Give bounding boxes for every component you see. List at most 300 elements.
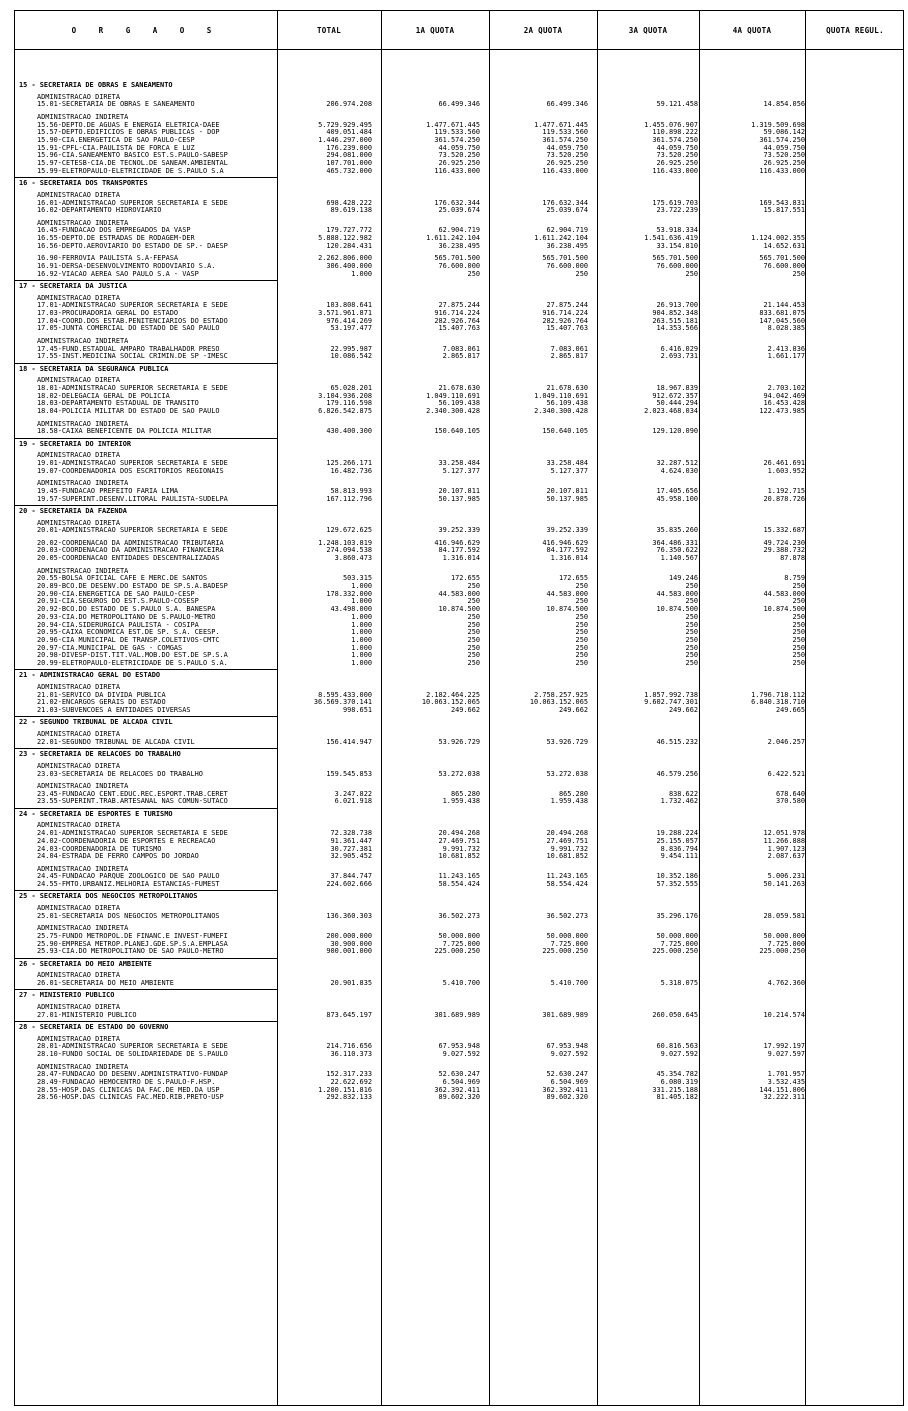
section-row — [15, 960, 905, 968]
total-value: 292.832.133 — [326, 1093, 372, 1102]
total-value: 306.400.000 — [326, 261, 372, 270]
row-label: 20.94-CIA.SIDERURGICA PAULISTA - COSIPA — [37, 620, 199, 629]
section-row — [15, 81, 905, 89]
section-row — [15, 750, 905, 758]
quota-4-value: 73.520.250 — [763, 151, 805, 160]
quota-2-value: 50.000.000 — [546, 931, 588, 940]
row-label: 24.02-COORDENADORIA DE ESPORTES E RECREACAO — [37, 836, 216, 845]
quota-2-value: 250 — [575, 582, 588, 590]
quota-3-value: 116.433.000 — [652, 166, 698, 175]
quota-2-value: 44.583.000 — [546, 589, 588, 598]
quota-1-value: 250 — [467, 597, 480, 606]
section-divider — [15, 808, 277, 809]
quota-4-value: 144.151.806 — [759, 1085, 805, 1094]
quota-2-value: 362.392.411 — [542, 1085, 588, 1094]
quota-2-value: 1.477.671.445 — [534, 120, 588, 129]
quota-1-value: 2.182.464.225 — [426, 690, 480, 699]
quota-3-value: 149.246 — [668, 574, 698, 583]
quota-1-value: 250 — [467, 269, 480, 278]
total-value: 103.808.641 — [326, 301, 372, 310]
quota-2-value: 7.725.000 — [550, 939, 588, 948]
quota-4-value: 14.652.631 — [763, 241, 805, 250]
row-label: ADMINISTRACAO DIRETA — [37, 821, 120, 830]
quota-1-value: 9.027.592 — [442, 1050, 480, 1059]
total-value: 176.239.000 — [326, 143, 372, 152]
quota-3-value: 10.874.500 — [656, 605, 698, 614]
row-label: 21.03-SUBVENCOES A ENTIDADES DIVERSAS — [37, 706, 191, 715]
total-value: 224.602.666 — [326, 880, 372, 888]
row-label: 23 - SECRETARIA DE RELACOES DO TRABALHO — [19, 750, 181, 759]
quota-3-value: 250 — [685, 597, 698, 606]
total-value: 6.826.542.875 — [318, 407, 372, 416]
table-row — [15, 706, 905, 714]
quota-4-value: 28.059.581 — [763, 911, 805, 920]
quota-4-value: 14.854.056 — [763, 100, 805, 109]
quota-4-value: 20.878.726 — [763, 494, 805, 503]
quota-2-value: 58.554.424 — [546, 880, 588, 888]
total-value: 152.317.233 — [326, 1070, 372, 1079]
total-value: 698.428.222 — [326, 198, 372, 207]
quota-2-value: 33.258.484 — [546, 459, 588, 467]
quota-4-value: 833.681.075 — [759, 309, 805, 317]
row-label: 28.10-FUNDO SOCIAL DE SOLIDARIEDADE DE S.PAULO — [37, 1050, 228, 1059]
quota-3-value: 1.732.462 — [660, 797, 698, 806]
quota-2-value: 172.655 — [558, 574, 588, 583]
quota-2-value: 50.137.985 — [546, 494, 588, 503]
row-label: 20.01-ADMINISTRACAO SUPERIOR SECRETARIA E SEDE — [37, 526, 228, 535]
row-label: 18.04-POLICIA MILITAR DO ESTADO DE SAO PAULO — [37, 407, 220, 416]
header-quota-3: 3A QUOTA — [628, 25, 668, 35]
quota-2-value: 26.925.250 — [546, 159, 588, 168]
total-value: 3.247.822 — [334, 789, 372, 798]
section-divider — [15, 280, 277, 281]
quota-1-value: 33.258.484 — [438, 459, 480, 467]
quota-1-value: 44.583.000 — [438, 589, 480, 598]
quota-3-value: 175.619.703 — [652, 198, 698, 207]
quota-3-value: 6.416.029 — [660, 344, 698, 353]
table-row — [15, 467, 905, 475]
row-label: ADMINISTRACAO DIRETA — [37, 293, 120, 302]
quota-2-value: 25.039.674 — [546, 206, 588, 215]
quota-3-value: 912.672.357 — [652, 391, 698, 400]
row-label: 20.96-CIA MUNICIPAL DE TRANSP.COLETIVOS-CMTC — [37, 635, 220, 644]
quota-3-value: 263.515.181 — [652, 316, 698, 325]
quota-4-value: 8.759 — [784, 574, 805, 583]
quota-2-value: 361.574.250 — [542, 136, 588, 144]
quota-1-value: 172.655 — [450, 574, 480, 583]
quota-2-value: 250 — [575, 612, 588, 621]
row-label: 24.45-FUNDACAO PARQUE ZOOLOGICO DE SAO PAULO — [37, 872, 220, 881]
total-value: 32.905.452 — [330, 852, 372, 861]
quota-2-value: 84.177.592 — [546, 546, 588, 555]
quota-4-value: 249.665 — [775, 706, 805, 715]
quota-4-value: 29.388.732 — [763, 546, 805, 555]
section-divider — [15, 958, 277, 959]
quota-4-value: 2.703.102 — [767, 384, 805, 392]
quota-4-value: 678.640 — [775, 789, 805, 798]
header-divider — [15, 49, 903, 50]
table-row — [15, 1093, 905, 1101]
quota-4-value: 76.600.000 — [763, 261, 805, 270]
row-label: 15.01-SECRETARIA DE OBRAS E SANEAMENTO — [37, 100, 195, 109]
row-label: 25.90-EMPRESA METROP.PLANEJ.GDE.SP.S.A.EMPLASA — [37, 939, 228, 948]
total-value: 136.360.303 — [326, 911, 372, 920]
row-label: 20.93-CIA.DO METROPOLITANO DE S.PAULO-METRO — [37, 612, 216, 621]
row-label: 27.01-MINISTERIO PUBLICO — [37, 1010, 137, 1019]
quota-4-value: 250 — [792, 635, 805, 644]
quota-1-value: 361.574.250 — [434, 136, 480, 144]
quota-3-value: 250 — [685, 582, 698, 590]
quota-2-value: 416.946.629 — [542, 538, 588, 547]
quota-3-value: 19.288.224 — [656, 829, 698, 838]
quota-2-value: 2.340.300.428 — [534, 407, 588, 416]
total-value: 58.813.993 — [330, 486, 372, 495]
row-label: 24.04-ESTRADA DE FERRO CAMPOS DO JORDAO — [37, 852, 199, 861]
quota-1-value: 250 — [467, 620, 480, 629]
total-value: 43.498.000 — [330, 605, 372, 614]
row-label: 16.56-DEPTO.AEROVIARIO DO ESTADO DE SP.- DAESP — [37, 241, 228, 250]
quota-3-value: 4.624.030 — [660, 466, 698, 475]
total-value: 1.000 — [351, 651, 372, 660]
quota-1-value: 1.959.438 — [442, 797, 480, 806]
quota-1-value: 53.272.038 — [438, 769, 480, 778]
quota-3-value: 44.583.000 — [656, 589, 698, 598]
quota-3-value: 44.059.750 — [656, 143, 698, 152]
quota-3-value: 6.080.319 — [660, 1078, 698, 1086]
total-value: 178.332.000 — [326, 589, 372, 598]
row-label: 16.92-VIACAO AEREA SAO PAULO S.A - VASP — [37, 269, 199, 278]
total-value: 976.414.269 — [326, 316, 372, 325]
section-divider — [15, 1021, 277, 1022]
quota-3-value: 59.121.458 — [656, 100, 698, 109]
row-label: 20.05-COORDENACAO ENTIDADES DESCENTRALIZADAS — [37, 554, 220, 563]
row-label: ADMINISTRACAO DIRETA — [37, 730, 120, 739]
row-label: ADMINISTRACAO DIRETA — [37, 451, 120, 460]
row-label: ADMINISTRACAO DIRETA — [37, 683, 120, 691]
row-label: 19.07-COORDENADORIA DOS ESCRITORIOS REGIONAIS — [37, 466, 224, 475]
row-label: 15.97-CETESB-CIA.DE TECNOL.DE SANEAM.AMBIENTAL — [37, 159, 228, 168]
total-value: 6.021.918 — [334, 797, 372, 806]
quota-4-value: 44.583.000 — [763, 589, 805, 598]
row-label: 16.45-FUNDACAO DOS EMPREGADOS DA VASP — [37, 226, 191, 235]
quota-3-value: 250 — [685, 620, 698, 629]
quota-2-value: 20.494.268 — [546, 829, 588, 838]
quota-1-value: 416.946.629 — [434, 538, 480, 547]
total-value: 1.000 — [351, 269, 372, 278]
section-divider — [15, 363, 277, 364]
quota-2-value: 36.238.495 — [546, 241, 588, 250]
row-label: 18 - SECRETARIA DA SEGURANCA PUBLICA — [19, 364, 169, 373]
total-value: 1.248.103.819 — [318, 538, 372, 547]
total-value: 1.446.297.000 — [318, 136, 372, 144]
quota-2-value: 1.316.014 — [550, 554, 588, 563]
quota-4-value: 250 — [792, 643, 805, 652]
quota-2-value: 116.433.000 — [542, 166, 588, 175]
quota-2-value: 10.063.152.065 — [529, 698, 588, 707]
quota-2-value: 250 — [575, 628, 588, 637]
section-divider — [15, 989, 277, 990]
quota-2-value: 27.469.751 — [546, 836, 588, 845]
quota-2-value: 176.632.344 — [542, 198, 588, 207]
quota-1-value: 2.340.300.428 — [426, 407, 480, 416]
quota-3-value: 838.622 — [668, 789, 698, 798]
row-label: 28.55-HOSP.DAS CLINICAS DA FAC.DE MED.DA USP — [37, 1085, 220, 1094]
quota-1-value: 250 — [467, 651, 480, 660]
quota-4-value: 122.473.985 — [759, 407, 805, 416]
total-value: 2.262.806.000 — [318, 254, 372, 263]
section-divider — [15, 505, 277, 506]
quota-4-value: 169.543.831 — [759, 198, 805, 207]
row-label: 18.03-DEPARTAMENTO ESTADUAL DE TRANSITO — [37, 399, 199, 408]
quota-3-value: 53.918.334 — [656, 226, 698, 235]
total-value: 3.104.936.208 — [318, 391, 372, 400]
quota-1-value: 76.600.000 — [438, 261, 480, 270]
row-label: ADMINISTRACAO DIRETA — [37, 904, 120, 912]
quota-4-value: 565.701.500 — [759, 254, 805, 263]
quota-2-value: 250 — [575, 597, 588, 606]
row-label: 20.98-DIVESP-DIST.TIT.VAL.MOB.DO EST.DE SP.S.A — [37, 651, 228, 660]
row-label: 25.93-CIA.DO METROPOLITANO DE SAO PAULO-METRO — [37, 947, 224, 956]
row-label: 23.55-SUPERINT.TRAB.ARTESANAL NAS COMUN-SUTACO — [37, 797, 228, 806]
total-value: 1.000 — [351, 597, 372, 606]
quota-1-value: 250 — [467, 582, 480, 590]
table-row — [15, 770, 905, 778]
row-label: ADMINISTRACAO INDIRETA — [37, 566, 129, 575]
quota-1-value: 21.678.630 — [438, 384, 480, 392]
quota-3-value: 250 — [685, 643, 698, 652]
quota-1-value: 362.392.411 — [434, 1085, 480, 1094]
row-label: 20.89-BCO.DE DESENV.DO ESTADO DE SP.S.A.BADESP — [37, 582, 228, 590]
quota-4-value: 1.701.957 — [767, 1070, 805, 1079]
row-label: 20.91-CIA.SEGUROS DO EST.S.PAULO-COSESP — [37, 597, 199, 606]
quota-4-value: 16.453.428 — [763, 399, 805, 408]
quota-3-value: 7.725.000 — [660, 939, 698, 948]
quota-1-value: 250 — [467, 635, 480, 644]
quota-1-value: 249.662 — [450, 706, 480, 715]
row-label: 27 - MINISTERIO PUBLICO — [19, 991, 115, 1000]
quota-2-value: 2.865.817 — [550, 352, 588, 361]
quota-4-value: 4.762.360 — [767, 979, 805, 987]
quota-1-value: 565.701.500 — [434, 254, 480, 263]
quota-2-value: 225.000.250 — [542, 947, 588, 956]
quota-3-value: 565.701.500 — [652, 254, 698, 263]
quota-1-value: 26.925.250 — [438, 159, 480, 168]
quota-2-value: 39.252.339 — [546, 526, 588, 535]
table-row — [15, 912, 905, 920]
row-label: 17 - SECRETARIA DA JUSTICA — [19, 281, 127, 290]
total-value: 129.672.625 — [326, 526, 372, 535]
quota-1-value: 36.502.273 — [438, 911, 480, 920]
quota-4-value: 12.051.978 — [763, 829, 805, 838]
quota-4-value: 9.027.597 — [767, 1050, 805, 1059]
total-value: 22.622.692 — [330, 1078, 372, 1086]
quota-4-value: 15.817.551 — [763, 206, 805, 215]
quota-4-value: 6.422.521 — [767, 769, 805, 778]
table-row — [15, 100, 905, 108]
section-row — [15, 810, 905, 818]
quota-1-value: 27.469.751 — [438, 836, 480, 845]
quota-3-value: 250 — [685, 269, 698, 278]
quota-3-value: 23.722.239 — [656, 206, 698, 215]
total-value: 1.000 — [351, 612, 372, 621]
total-value: 206.974.208 — [326, 100, 372, 109]
section-divider — [15, 890, 277, 891]
quota-1-value: 58.554.424 — [438, 880, 480, 888]
quota-3-value: 60.816.563 — [656, 1042, 698, 1051]
quota-1-value: 53.926.729 — [438, 737, 480, 746]
quota-4-value: 250 — [792, 659, 805, 667]
quota-1-value: 865.280 — [450, 789, 480, 798]
header-quota-2: 2A QUOTA — [523, 25, 563, 35]
quota-4-value: 1.124.002.355 — [751, 234, 805, 242]
row-label: 25 - SECRETARIA DOS NEGOCIOS METROPOLITANOS — [19, 892, 198, 901]
quota-3-value: 17.405.656 — [656, 486, 698, 495]
row-label: 19 - SECRETARIA DO INTERIOR — [19, 439, 132, 448]
quota-4-value: 250 — [792, 651, 805, 660]
total-value: 37.844.747 — [330, 872, 372, 881]
quota-2-value: 27.875.244 — [546, 301, 588, 310]
row-label: ADMINISTRACAO DIRETA — [37, 1003, 120, 1011]
row-label: 20.95-CAIXA ECONOMICA EST.DE SP. S.A. CEESP. — [37, 628, 220, 637]
quota-1-value: 176.632.344 — [434, 198, 480, 207]
quota-1-value: 916.714.224 — [434, 309, 480, 317]
quota-1-value: 27.875.244 — [438, 301, 480, 310]
total-value: 36.110.373 — [330, 1050, 372, 1059]
row-label: 20.03-COORDENACAO DA ADMINISTRACAO FINANCEIRA — [37, 546, 224, 555]
quota-3-value: 1.455.076.907 — [644, 120, 698, 129]
section-row — [15, 507, 905, 515]
row-label: 16 - SECRETARIA DOS TRANSPORTES — [19, 179, 148, 188]
total-value: 1.000 — [351, 635, 372, 644]
quota-4-value: 6.840.318.710 — [751, 698, 805, 707]
quota-2-value: 250 — [575, 620, 588, 629]
quota-4-value: 32.222.311 — [763, 1093, 805, 1102]
quota-3-value: 14.353.566 — [656, 324, 698, 333]
quota-1-value: 10.681.852 — [438, 852, 480, 861]
total-value: 107.701.000 — [326, 159, 372, 168]
quota-4-value: 250 — [792, 597, 805, 606]
quota-3-value: 46.579.256 — [656, 769, 698, 778]
table-row — [15, 526, 905, 534]
table-row — [15, 407, 905, 415]
quota-4-value: 26.461.691 — [763, 459, 805, 467]
quota-3-value: 1.140.567 — [660, 554, 698, 563]
header-quota-4: 4A QUOTA — [732, 25, 772, 35]
row-label: 17.45-FUND.ESTADUAL AMPARO TRABALHADOR PRESO — [37, 344, 220, 353]
row-label: 22 - SEGUNDO TRIBUNAL DE ALCADA CIVIL — [19, 718, 173, 727]
quota-1-value: 44.059.750 — [438, 143, 480, 152]
quota-3-value: 73.520.250 — [656, 151, 698, 160]
header-total: TOTAL — [316, 25, 342, 35]
total-value: 89.619.138 — [330, 206, 372, 215]
total-value: 159.545.853 — [326, 769, 372, 778]
quota-1-value: 39.252.339 — [438, 526, 480, 535]
quota-3-value: 129.120.090 — [652, 427, 698, 436]
total-value: 125.266.171 — [326, 459, 372, 467]
quota-3-value: 8.836.794 — [660, 844, 698, 853]
total-value: 30.727.381 — [330, 844, 372, 853]
total-value: 1.000 — [351, 643, 372, 652]
quota-3-value: 260.050.645 — [652, 1010, 698, 1019]
quota-1-value: 25.039.674 — [438, 206, 480, 215]
row-label: ADMINISTRACAO INDIRETA — [37, 479, 129, 488]
quota-3-value: 250 — [685, 651, 698, 660]
row-label: 23.45-FUNDACAO CENT.EDUC.REC.ESPORT.TRAB.CERET — [37, 789, 228, 798]
section-row — [15, 282, 905, 290]
row-label: 26.01-SECRETARIA DO MEIO AMBIENTE — [37, 979, 174, 987]
quota-3-value: 46.515.232 — [656, 737, 698, 746]
section-divider — [15, 669, 277, 670]
table-row — [15, 427, 905, 435]
quota-4-value: 250 — [792, 612, 805, 621]
quota-2-value: 1.049.110.691 — [534, 391, 588, 400]
total-value: 1.000 — [351, 582, 372, 590]
header-quota-regular: QUOTA REGUL. — [826, 25, 884, 35]
row-label: 21 - ADMINISTRACAO GERAL DO ESTADO — [19, 671, 161, 680]
quota-2-value: 66.499.346 — [546, 100, 588, 109]
table-row — [15, 659, 905, 667]
quota-2-value: 150.640.105 — [542, 427, 588, 436]
quota-2-value: 53.272.038 — [546, 769, 588, 778]
total-value: 36.569.370.141 — [313, 698, 372, 707]
quota-4-value: 1.661.177 — [767, 352, 805, 361]
quota-2-value: 9.027.592 — [550, 1050, 588, 1059]
quota-4-value: 50.000.000 — [763, 931, 805, 940]
quota-3-value: 9.027.592 — [660, 1050, 698, 1059]
quota-4-value: 15.332.687 — [763, 526, 805, 535]
quota-3-value: 249.662 — [668, 706, 698, 715]
row-label: 17.05-JUNTA COMERCIAL DO ESTADO DE SAO PAULO — [37, 324, 220, 333]
section-row — [15, 671, 905, 679]
row-label: 16.55-DEPTO.DE ESTRADAS DE RODAGEM-DER — [37, 234, 195, 242]
table-row — [15, 947, 905, 955]
row-label: 19.01-ADMINISTRACAO SUPERIOR SECRETARIA E SEDE — [37, 459, 228, 467]
quota-2-value: 11.243.165 — [546, 872, 588, 881]
quota-4-value: 250 — [792, 269, 805, 278]
quota-4-value: 250 — [792, 620, 805, 629]
section-divider — [15, 177, 277, 178]
quota-3-value: 331.215.188 — [652, 1085, 698, 1094]
total-value: 167.112.796 — [326, 494, 372, 503]
quota-4-value: 3.532.435 — [767, 1078, 805, 1086]
quota-1-value: 2.865.817 — [442, 352, 480, 361]
quota-3-value: 35.296.176 — [656, 911, 698, 920]
quota-4-value: 1.796.718.112 — [751, 690, 805, 699]
quota-3-value: 50.000.000 — [656, 931, 698, 940]
total-value: 1.000 — [351, 628, 372, 637]
table-row — [15, 352, 905, 360]
row-label: 18.02-DELEGACIA GERAL DE POLICIA — [37, 391, 170, 400]
quota-1-value: 7.083.061 — [442, 344, 480, 353]
section-row — [15, 179, 905, 187]
section-divider — [15, 716, 277, 717]
total-value: 65.028.201 — [330, 384, 372, 392]
row-label: 17.04-COORD.DOS ESTAB.PENITENCIARIOS DO ESTADO — [37, 316, 228, 325]
quota-2-value: 1.611.242.104 — [534, 234, 588, 242]
total-value: 8.595.433.000 — [318, 690, 372, 699]
total-value: 20.901.835 — [330, 979, 372, 987]
total-value: 294.081.000 — [326, 151, 372, 160]
row-label: 24 - SECRETARIA DE ESPORTES E TURISMO — [19, 809, 173, 818]
row-label: 19.57-SUPERINT.DESENV.LITORAL PAULISTA-SUDELPA — [37, 494, 228, 503]
row-label: ADMINISTRACAO INDIRETA — [37, 419, 129, 428]
total-value: 3.860.473 — [334, 554, 372, 563]
quota-1-value: 7.725.000 — [442, 939, 480, 948]
header-quota-1: 1A QUOTA — [415, 25, 455, 35]
quota-4-value: 7.725.000 — [767, 939, 805, 948]
quota-3-value: 81.405.182 — [656, 1093, 698, 1102]
table-row — [15, 554, 905, 562]
